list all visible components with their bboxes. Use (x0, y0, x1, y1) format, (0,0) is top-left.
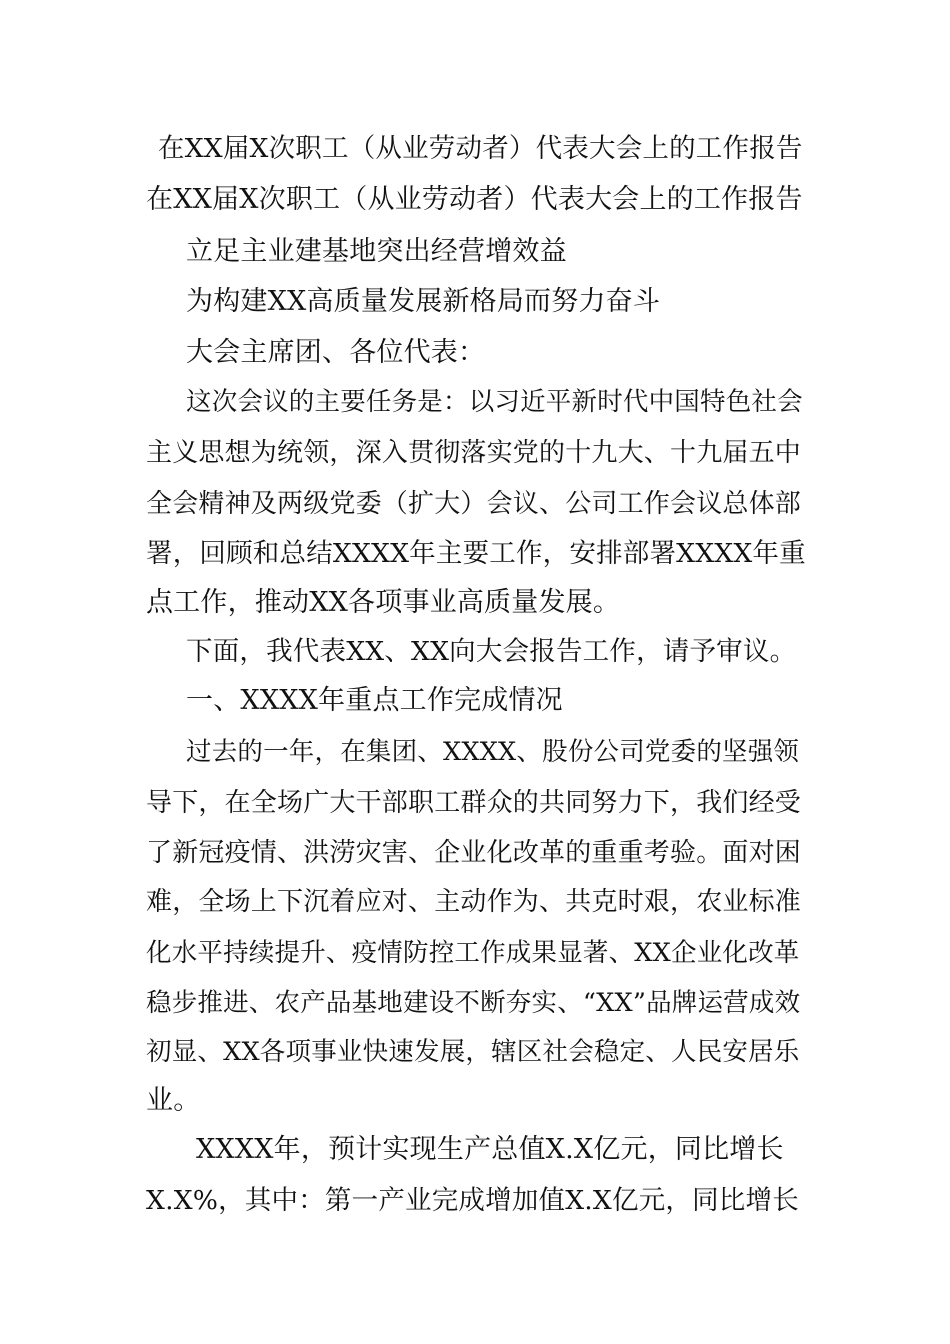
paragraph-line: 业。 (146, 1085, 201, 1116)
paragraph-line: 下面，我代表XX、XX向大会报告工作，请予审议。 (186, 636, 797, 667)
subtitle-1: 立足主业建基地突出经营增效益 (186, 236, 567, 267)
paragraph-line: 署，回顾和总结XXXX年主要工作，安排部署XXXX年重 (146, 538, 806, 569)
paragraph-line: 化水平持续提升、疫情防控工作成果显著、XX企业化改革 (146, 938, 800, 968)
paragraph-line: 难，全场上下沉着应对、主动作为、共克时艰，农业标准 (146, 887, 802, 917)
document-title-line-1: 在XX届X次职工（从业劳动者）代表大会上的工作报告 (158, 133, 803, 164)
section-heading: 一、XXXX年重点工作完成情况 (186, 685, 563, 716)
paragraph-line: 点工作，推动XX各项事业高质量发展。 (146, 587, 621, 618)
paragraph-line: 了新冠疫情、洪涝灾害、企业化改革的重重考验。面对困 (146, 838, 802, 868)
paragraph-line: 导下，在全场广大干部职工群众的共同努力下，我们经受 (146, 788, 802, 818)
paragraph-line: 过去的一年，在集团、XXXX、股份公司党委的坚强领 (186, 737, 800, 767)
paragraph-line: 全会精神及两级党委（扩大）会议、公司工作会议总体部 (146, 489, 802, 519)
paragraph-line: XXXX年，预计实现生产总值X.X亿元，同比增长 (196, 1134, 784, 1165)
subtitle-2: 为构建XX高质量发展新格局而努力奋斗 (186, 286, 661, 317)
paragraph-line: 初显、XX各项事业快速发展，辖区社会稳定、人民安居乐 (146, 1037, 800, 1067)
document-title-line-2: 在XX届X次职工（从业劳动者）代表大会上的工作报告 (146, 184, 803, 215)
paragraph-line: X.X%，其中：第一产业完成增加值X.X亿元，同比增长 (146, 1185, 799, 1216)
paragraph-line: 这次会议的主要任务是：以习近平新时代中国特色社会 (186, 387, 803, 417)
salutation: 大会主席团、各位代表： (186, 337, 486, 368)
paragraph-line: 主义思想为统领，深入贯彻落实党的十九大、十九届五中 (146, 438, 802, 468)
paragraph-line: 稳步推进、农产品基地建设不断夯实、“XX”品牌运营成效 (146, 988, 801, 1018)
